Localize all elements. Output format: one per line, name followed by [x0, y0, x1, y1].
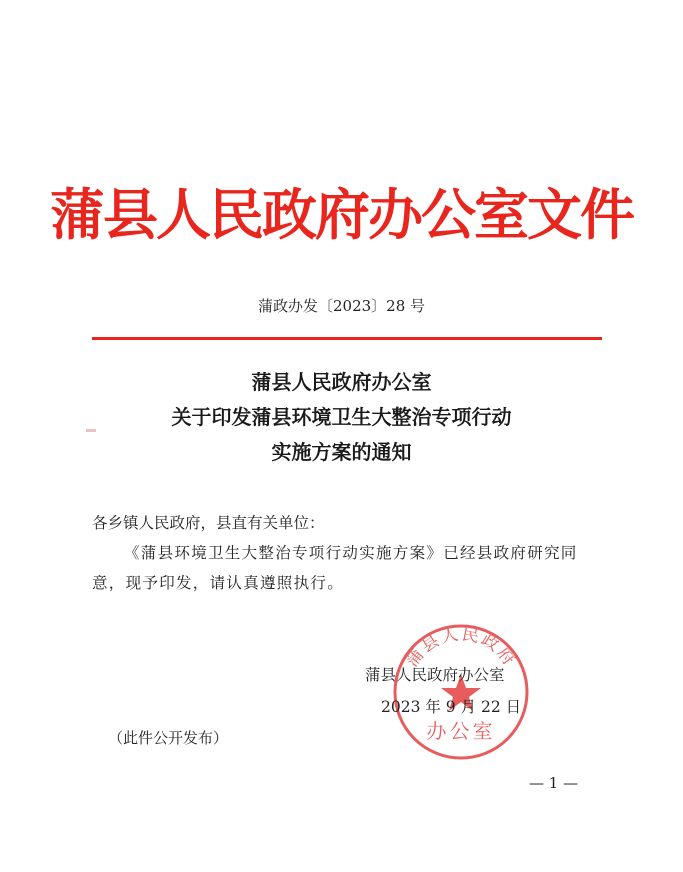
signing-authority: 蒲县人民政府办公室 — [365, 666, 505, 684]
subject-line-1: 蒲县人民政府办公室 — [251, 370, 432, 394]
red-separator-line — [92, 337, 602, 340]
official-seal — [391, 622, 531, 762]
body-paragraph: 《蒲县环境卫生大整治专项行动实施方案》已经县政府研究同意，现予印发，请认真遵照执行。 — [92, 544, 578, 592]
salutation: 各乡镇人民政府，县直有关单位： — [92, 514, 325, 532]
signing-date: 2023 年 9 月 22 日 — [381, 698, 522, 716]
document-number: 蒲政办发〔2023〕28 号 — [257, 297, 426, 315]
svg-text:蒲县人民政府: 蒲县人民政府 — [402, 624, 520, 671]
issuer-title: 蒲县人民政府办公室文件 — [49, 182, 633, 247]
document-body — [92, 508, 602, 598]
page-number: — 1 — — [529, 774, 579, 792]
document-subject — [0, 365, 683, 470]
svg-text:办公室: 办公室 — [426, 719, 496, 743]
publication-note: （此件公开发布） — [108, 729, 229, 747]
subject-line-2: 关于印发蒲县环境卫生大整治专项行动 — [171, 405, 512, 429]
subject-line-3: 实施方案的通知 — [271, 440, 412, 464]
